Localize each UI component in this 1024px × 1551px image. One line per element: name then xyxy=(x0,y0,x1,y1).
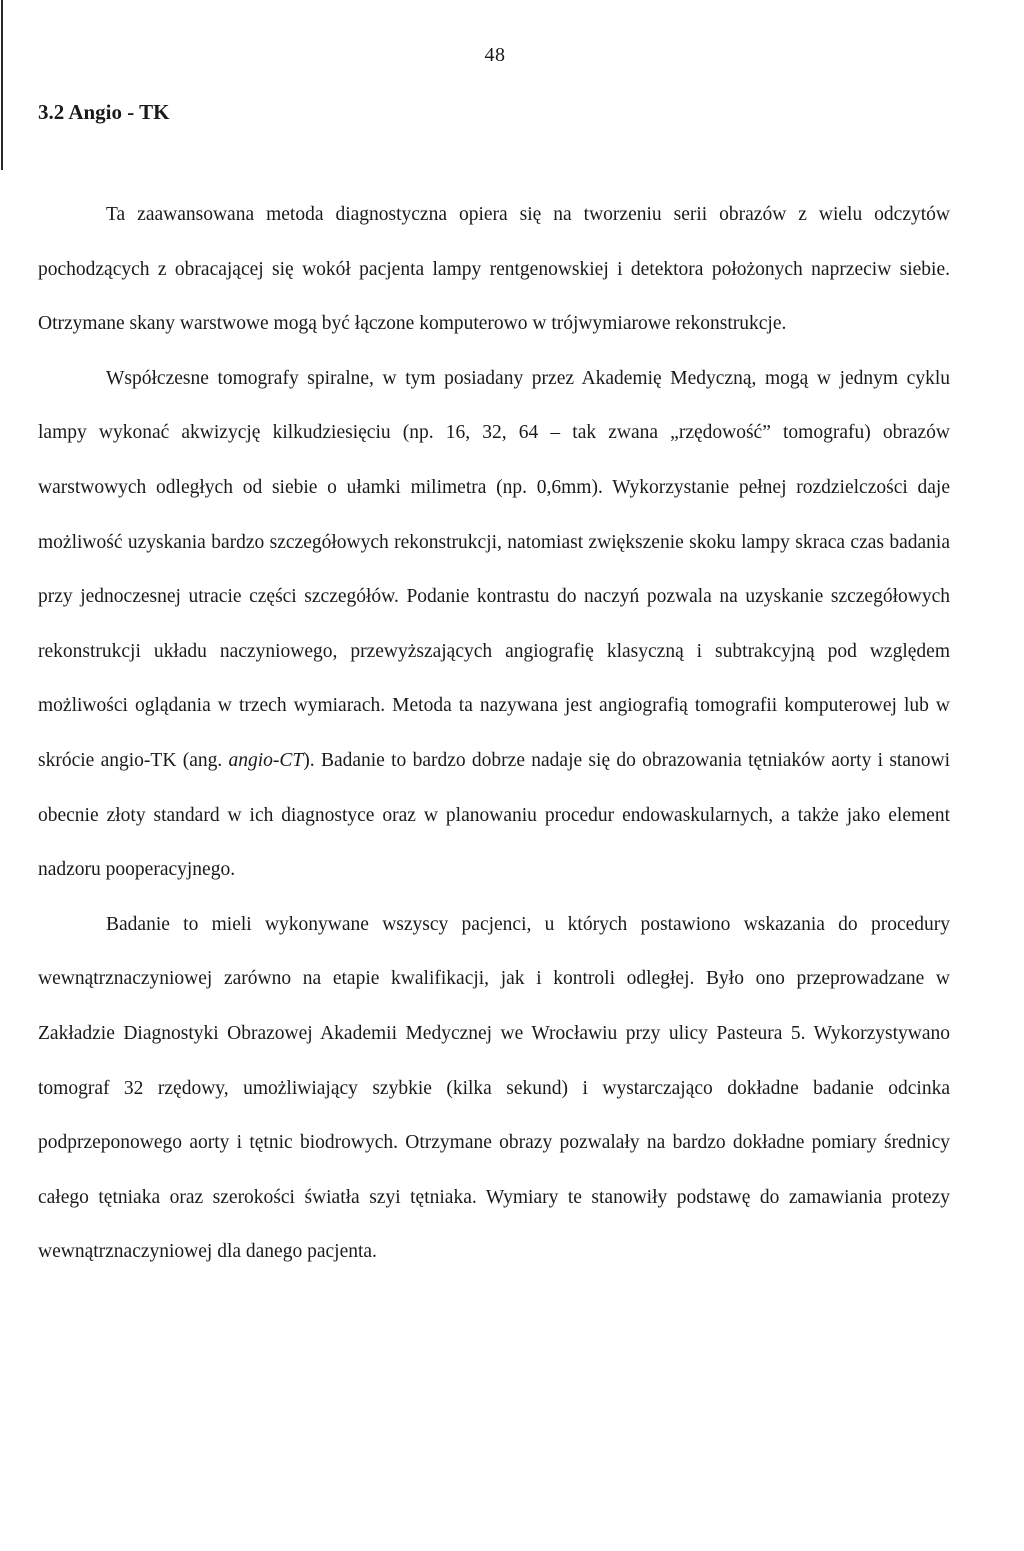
body-text xyxy=(38,188,950,1280)
scan-edge-line xyxy=(1,0,3,170)
paragraph-3: Badanie to mieli wykonywane wszyscy pacjenci, u których postawiono wskazania do procedury wewnątrznaczyniowej zarówno na etapie kwalifikacji, jak i kontroli odległej. Było ono przeprowadzane w Zakładzie Diagnostyki Obrazowej Akademii Medycznej we Wrocławiu przy ulicy Pasteura 5. Wykorzystywano tomograf 32 rzędowy, umożliwiający szybkie (kilka sekund) i wystarczająco dokładne badanie odcinka podprzeponowego aorty i tętnic biodrowych. Otrzymane obrazy pozwalały na bardzo dokładne pomiary średnicy całego tętniaka oraz szerokości światła szyi tętniaka. Wymiary te stanowiły podstawę do zamawiania protezy wewnątrznaczyniowej dla danego pacjenta. xyxy=(38,913,950,1263)
paragraph-1: Ta zaawansowana metoda diagnostyczna opiera się na tworzeniu serii obrazów z wielu odczytów pochodzących z obracającej się wokół pacjenta lampy rentgenowskiej i detektora położonych naprzeciw siebie. Otrzymane skany warstwowe mogą być łączone komputerowo w trójwymiarowe rekonstrukcje. xyxy=(38,204,950,335)
paragraph-2-text-b: ). Badanie to bardzo dobrze nadaje się do obrazowania tętniaków aorty i stanowi obecnie złoty standard w ich diagnostyce oraz w planowaniu procedur endowaskularnych, a także jako element nadzoru pooperacyjnego. xyxy=(38,749,950,881)
page-number: 48 xyxy=(484,44,506,66)
paragraph-2 xyxy=(38,352,950,898)
paragraph-2-text-a: Współczesne tomografy spiralne, w tym posiadany przez Akademię Medyczną, mogą w jednym cyklu lampy wykonać akwizycję kilkudziesięciu (np. 16, 32, 64 – tak zwana „rzędowość” tomografu) obrazów warstwowych odległych od siebie o ułamki milimetra (np. 0,6mm). Wykorzystanie pełnej rozdzielczości daje możliwość uzyskania bardzo szczegółowych rekonstrukcji, natomiast zwiększenie skoku lampy skraca czas badania przy jednoczesnej utracie części szczegółów. Podanie kontrastu do naczyń pozwala na uzyskanie szczegółowych rekonstrukcji układu naczyniowego, przewyższających angiografię klasyczną i subtrakcyjną pod względem możliwości oglądania w trzech wymiarach. Metoda ta nazywana jest angiografią tomografii komputerowej lub w skrócie angio-TK (ang. xyxy=(38,367,950,771)
paragraph-2-italic-term: angio-CT xyxy=(228,749,304,771)
section-heading: 3.2 Angio - TK xyxy=(38,100,170,124)
